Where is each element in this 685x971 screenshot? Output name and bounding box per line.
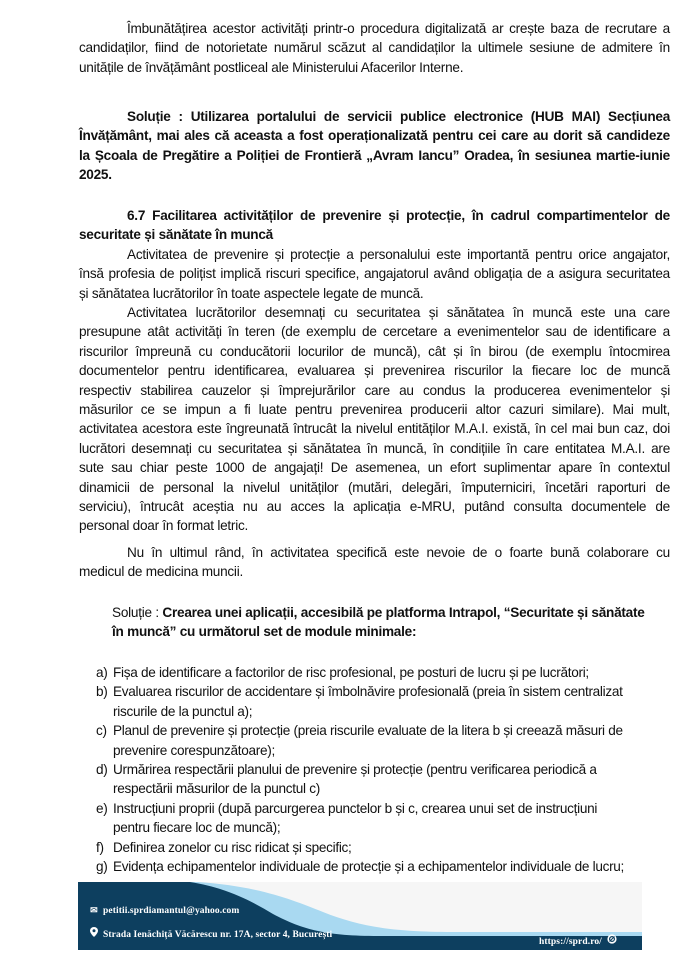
location-pin-icon	[89, 927, 99, 939]
text-line: presupune atât activități în teren (de exemplu de cercetare a evenimentelor sau de identificare a	[79, 324, 670, 340]
text-line: Urmărirea respectării planului de prevenire și protecție (pentru verificarea periodică a	[113, 762, 597, 778]
text-line: candidaților, fiind de notorietate numărul scăzut al candidaților la ultimele sesiune de admitere în	[79, 40, 670, 56]
globe-icon	[607, 934, 617, 946]
address-text: Strada Ienăchiță Văcărescu nr. 17A, sector 4, București	[103, 930, 333, 940]
text-line: Definirea zonelor cu risc ridicat și specific;	[113, 839, 352, 855]
text-line: și sănătatea lucrătorilor în toate aspectele legate de muncă.	[79, 285, 424, 301]
list-item-e	[96, 799, 676, 838]
text-line: sute sau chiar peste 1000 de angajați! De asemenea, un efort suplimentar apare în contextul	[79, 460, 670, 476]
solution-1-paragraph	[79, 107, 670, 185]
text-line: pentru fiecare loc de muncă);	[113, 820, 281, 836]
intro-paragraph	[79, 19, 670, 77]
heading-line: 6.7 Facilitarea activităților de prevenire și protecție, în cadrul compartimentelor de	[127, 208, 670, 223]
solution-2-paragraph	[112, 603, 667, 642]
text-line: Învățământ, mai ales că aceasta a fost operaționalizată pentru cei care au dorit să candideze	[79, 128, 670, 144]
list-marker: c)	[96, 723, 107, 739]
text-line: Nu în ultimul rând, în activitatea specifică este nevoie de o foarte bună colaborare cu	[127, 545, 670, 560]
text-line: în muncă” cu următorul set de module minimale:	[112, 624, 417, 640]
footer-address	[89, 927, 332, 940]
text-line: Activitatea de prevenire și protecție a personalului este importantă pentru orice angajator,	[127, 247, 670, 262]
text-line: unitățile de învățământ postliceal ale Ministerului Afacerilor Interne.	[79, 59, 464, 75]
list-item-b	[96, 682, 676, 721]
text-line: activitatea acestora este îngreunată întrucât la nivelul entităților M.A.I. există, în cel mai bun caz, doi	[79, 421, 670, 437]
text-line: medicul de medicina muncii.	[79, 564, 244, 580]
text-line: serviciu), întrucât aceștia nu au acces la aplicația e-MRU, putând consulta documentele de	[79, 499, 670, 515]
section-heading-6-7	[79, 206, 670, 245]
text-line: documentelor pentru identificarea, evaluarea și prevenirea riscurilor la fiecare loc de muncă	[79, 363, 670, 379]
text-line: riscurilor împreună cu conducătorii locurilor de muncă), cât și în birou (de exemplu întocmirea	[79, 343, 670, 359]
solution-label: Soluție :	[112, 605, 163, 620]
text-line: riscurile de la punctul a);	[113, 703, 253, 719]
list-marker: b)	[96, 684, 108, 700]
text-line: Îmbunătățirea acestor activități printr-o procedura digitalizată ar crește baza de recrutare a	[127, 21, 670, 36]
text-line: Activitatea lucrătorilor desemnați cu securitatea și sănătatea în muncă este una care	[127, 305, 670, 320]
text-line: respectării măsurilor de la punctul c)	[113, 781, 320, 797]
heading-line: securitate și sănătate în muncă	[79, 227, 273, 243]
list-marker: a)	[96, 665, 108, 680]
text-line: 2025.	[79, 167, 112, 183]
list-marker: d)	[96, 762, 108, 778]
text-line: la Școala de Pregătire a Poliției de Frontieră „Avram Iancu” Oradea, în sesiunea martie-iunie	[79, 147, 670, 163]
email-text: petitii.sprdiamantul@yahoo.com	[103, 906, 240, 916]
envelope-icon: ✉	[90, 905, 98, 915]
paragraph-occupational-medicine	[79, 543, 670, 582]
text-line: prevenire corespunzătoare);	[113, 742, 275, 758]
solution-text: Crearea unei aplicații, accesibilă pe platforma Intrapol, “Securitate și sănătate	[162, 605, 645, 620]
list-item-a	[96, 663, 676, 682]
text-line: măsurilor ce se impun a fi luate pentru prevenirea producerii altor cazuri similare). Mai mult,	[79, 402, 670, 418]
footer-email[interactable]	[89, 905, 239, 916]
website-text: https://sprd.ro/	[539, 937, 602, 947]
list-marker: f)	[96, 839, 104, 855]
text-line: dinamicii de personal la nivelul unităților (mutări, delegări, împuterniciri, încetări raporturi de	[79, 479, 670, 495]
text-line: Soluție : Utilizarea portalului de servicii publice electronice (HUB MAI) Secțiunea	[127, 109, 670, 124]
list-item-d	[96, 760, 676, 799]
text-line: Instrucțiuni proprii (după parcurgerea punctelor b și c, crearea unui set de instrucțiuni	[113, 800, 598, 816]
list-marker: e)	[96, 800, 108, 816]
text-line: Fișa de identificare a factorilor de risc profesional, pe posturi de lucru și pe lucrători;	[113, 665, 589, 680]
text-line: Planul de prevenire și protecție (preia riscurile evaluate de la litera b și creează măsuri de	[113, 723, 623, 739]
text-line: Evidența echipamentelor individuale de protecție și a echipamentelor individuale de lucru;	[113, 859, 625, 875]
footer-banner	[78, 882, 642, 950]
list-item-g	[96, 857, 676, 876]
modules-list	[96, 663, 676, 876]
paragraph-prevention	[79, 245, 670, 303]
paragraph-designated-workers	[79, 303, 670, 536]
footer-website[interactable]	[539, 934, 617, 947]
list-marker: g)	[96, 859, 108, 875]
text-line: însă profesia de polițist implică riscuri specifice, angajatorul având obligația de a asigura securitatea	[79, 266, 670, 282]
text-line: Evaluarea riscurilor de accidentare și îmbolnăvire profesională (preia în sistem centralizat	[113, 684, 623, 700]
list-item-c	[96, 721, 676, 760]
list-item-f	[96, 838, 676, 857]
text-line: personal doar în format letric.	[79, 518, 249, 534]
text-line	[112, 603, 667, 622]
text-line: lucrători desemnați cu securitatea și sănătatea în muncă, în condițiile în care entitatea M.A.I. are	[79, 440, 670, 456]
text-line: respectiv stabilirea cauzelor și împrejurărilor care au condus la producerea evenimentelor și	[79, 382, 670, 398]
